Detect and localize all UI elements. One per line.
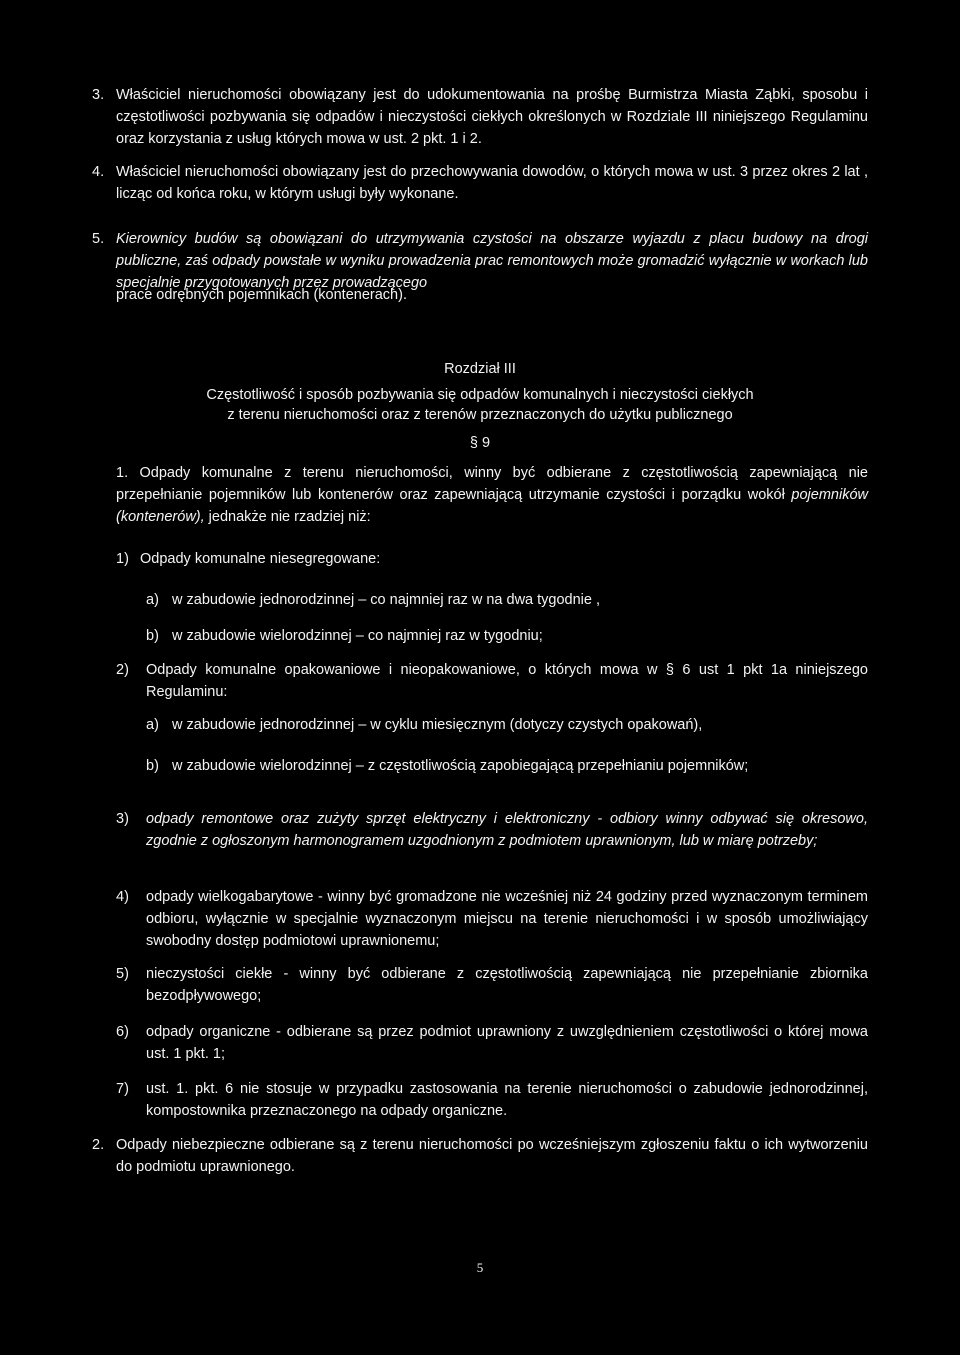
section-2-number: 2.	[92, 1137, 105, 1153]
section-symbol: § 9	[469, 435, 491, 451]
para-4-text: Właściciel nieruchomości obowiązany jest do przechowywania dowodów, o których mowa w ust. 3 przez okres 2 lat , licząc od końca roku, w którym usługi były wykonane.	[116, 164, 868, 202]
item-5-text: nieczystości ciekłe - winny być odbierane z częstotliwością zapewniającą nie przepełnianie zbiornika bezodpływowego;	[146, 966, 868, 1004]
para-3-number: 3.	[92, 87, 105, 103]
chapter-subtitle-line2: z terenu nieruchomości oraz z terenów przeznaczonych do użytku publicznego	[227, 407, 733, 423]
item-1a-label: a)	[146, 592, 159, 608]
para-5-text-italic: Kierownicy budów są obowiązani do utrzymywania czystości na obszarze wyjazdu z placu budowy na drogi publiczne, zaś odpady powstałe w wyniku prowadzenia prac remontowych może gromadzić wyłącznie w workach lub specjalnie przygotowanych przez prowadzącego	[116, 231, 868, 291]
section-1-intro	[116, 462, 868, 528]
item-2-text: Odpady komunalne opakowaniowe i nieopakowaniowe, o których mowa w § 6 ust 1 pkt 1a niniejszego Regulaminu:	[146, 662, 868, 700]
item-6-label: 6)	[116, 1024, 129, 1040]
item-3-text: odpady remontowe oraz zużyty sprzęt elektryczny i elektroniczny - odbiory winny odbywać się okresowo, zgodnie z ogłoszonym harmonogramem uzgodnionym z podmiotem uprawnionym, lub w miarę potrzeby;	[146, 811, 868, 849]
chapter-subtitle-line1: Częstotliwość i sposób pozbywania się odpadów komunalnych i nieczystości ciekłych	[206, 387, 754, 403]
para-5-number: 5.	[92, 231, 105, 247]
section-1-intro-end: jednakże nie rzadziej niż:	[204, 509, 371, 525]
item-4-label: 4)	[116, 889, 129, 905]
item-1b-text: w zabudowie wielorodzinnej – co najmniej raz w tygodniu;	[172, 628, 543, 644]
para-4-number: 4.	[92, 164, 105, 180]
section-1-intro-regular: 1. Odpady komunalne z terenu nieruchomości, winny być odbierane z częstotliwością zapewniającą nie przepełnianie pojemników lub kontenerów oraz zapewniającą utrzymanie czystości i porządku wokół	[116, 465, 868, 503]
page-number: 5	[476, 1260, 484, 1275]
section-1-intro-italic: pojemników (kontenerów),	[116, 487, 868, 525]
chapter-title: Rozdział III	[444, 361, 516, 377]
item-1-label: 1)	[116, 551, 129, 567]
section-2-text: Odpady niebezpieczne odbierane są z terenu nieruchomości po wcześniejszym zgłoszeniu faktu o ich wytworzeniu do podmiotu uprawnionego.	[116, 1137, 868, 1175]
para-3-text: Właściciel nieruchomości obowiązany jest do udokumentowania na prośbę Burmistrza Miasta Ząbki, sposobu i częstotliwości pozbywania się odpadów i nieczystości ciekłych określonych w Rozdziale III niniejszego Regulaminu oraz korzystania z usług których mowa w ust. 2 pkt. 1 i 2.	[116, 87, 868, 147]
item-2a-text: w zabudowie jednorodzinnej – w cyklu miesięcznym (dotyczy czystych opakowań),	[172, 717, 703, 733]
item-2-label: 2)	[116, 662, 129, 678]
item-7-label: 7)	[116, 1081, 129, 1097]
item-1b-label: b)	[146, 628, 159, 644]
item-5-label: 5)	[116, 966, 129, 982]
item-2b-text: w zabudowie wielorodzinnej – z częstotliwością zapobiegającą przepełnianiu pojemników;	[172, 758, 749, 774]
item-1a-text: w zabudowie jednorodzinnej – co najmniej raz w na dwa tygodnie ,	[172, 592, 601, 608]
item-6-text: odpady organiczne - odbierane są przez podmiot uprawniony z uwzględnieniem częstotliwości o której mowa ust. 1 pkt. 1;	[146, 1024, 868, 1062]
item-2b-label: b)	[146, 758, 159, 774]
item-1-text: Odpady komunalne niesegregowane:	[140, 551, 381, 567]
item-7-text: ust. 1. pkt. 6 nie stosuje w przypadku zastosowania na terenie nieruchomości o zabudowie jednorodzinnej, kompostownika przeznaczonego na odpady organiczne.	[146, 1081, 868, 1119]
para-5-text-regular: prace odrębnych pojemnikach (kontenerach).	[116, 287, 407, 303]
item-2a-label: a)	[146, 717, 159, 733]
item-4-text: odpady wielkogabarytowe - winny być gromadzone nie wcześniej niż 24 godziny przed wyznaczonym terminem odbioru, wyłącznie w specjalnie wyznaczonym miejscu na terenie nieruchomości i w sposób umożliwiający swobodny dostęp podmiotowi uprawnionemu;	[146, 889, 868, 949]
item-3-label: 3)	[116, 811, 129, 827]
